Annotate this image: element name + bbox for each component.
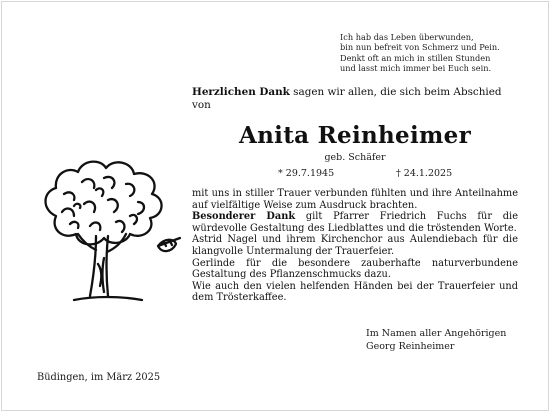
poem-line: und lasst mich immer bei Euch sein.	[340, 63, 492, 74]
poem-line: Ich hab das Leben überwunden,	[340, 32, 474, 42]
body-paragraph-4: Gerlinde für die besondere zauberhafte naturverbundene Gestaltung des Pflanzenschmucks dazu.	[192, 257, 518, 281]
signature	[366, 328, 536, 353]
special-thanks-bold: Besonderer Dank	[192, 211, 296, 223]
signature-line-1: Im Namen aller Angehörigen	[366, 328, 507, 339]
deceased-name: Anita Reinheimer	[238, 122, 472, 149]
thanks-heading	[192, 86, 522, 112]
thanks-bold: Herzlichen Dank	[192, 86, 290, 98]
special-thanks-rest: gilt Pfarrer Friedrich Fuchs für die würdevolle Gestaltung des Liedblattes und die tröstenden Worte.	[192, 211, 518, 234]
thanks-line2: von	[192, 99, 211, 111]
body-paragraph-5: Wie auch den vielen helfenden Händen bei der Trauerfeier und dem Trösterkaffee.	[192, 280, 518, 304]
body-paragraph-3: Astrid Nagel und ihrem Kirchenchor aus Aulendiebach für die klangvolle Untermalung der Trauerfeier.	[192, 234, 518, 257]
signature-name: Georg Reinheimer	[366, 340, 455, 352]
poem-line: bin nun befreit von Schmerz und Pein.	[340, 42, 500, 53]
obituary-card	[1, 1, 549, 411]
thanks-body	[192, 188, 518, 304]
poem-line: Denkt oft an mich in stillen Stunden	[340, 52, 491, 63]
birth-date: * 29.7.1945	[278, 168, 335, 179]
place-date: Büdingen, im März 2025	[37, 372, 161, 383]
birth-name: geb. Schäfer	[324, 152, 386, 163]
poem	[340, 32, 545, 74]
tree-icon	[34, 154, 184, 319]
body-paragraph-2	[192, 211, 518, 234]
body-paragraph-1: mit uns in stiller Trauer verbunden fühlten und ihre Anteilnahme auf vielfältige Weise zum Ausdruck brachten.	[192, 188, 518, 211]
thanks-rest: sagen wir allen, die sich beim Abschied	[289, 86, 502, 98]
death-date: † 24.1.2025	[396, 168, 453, 179]
